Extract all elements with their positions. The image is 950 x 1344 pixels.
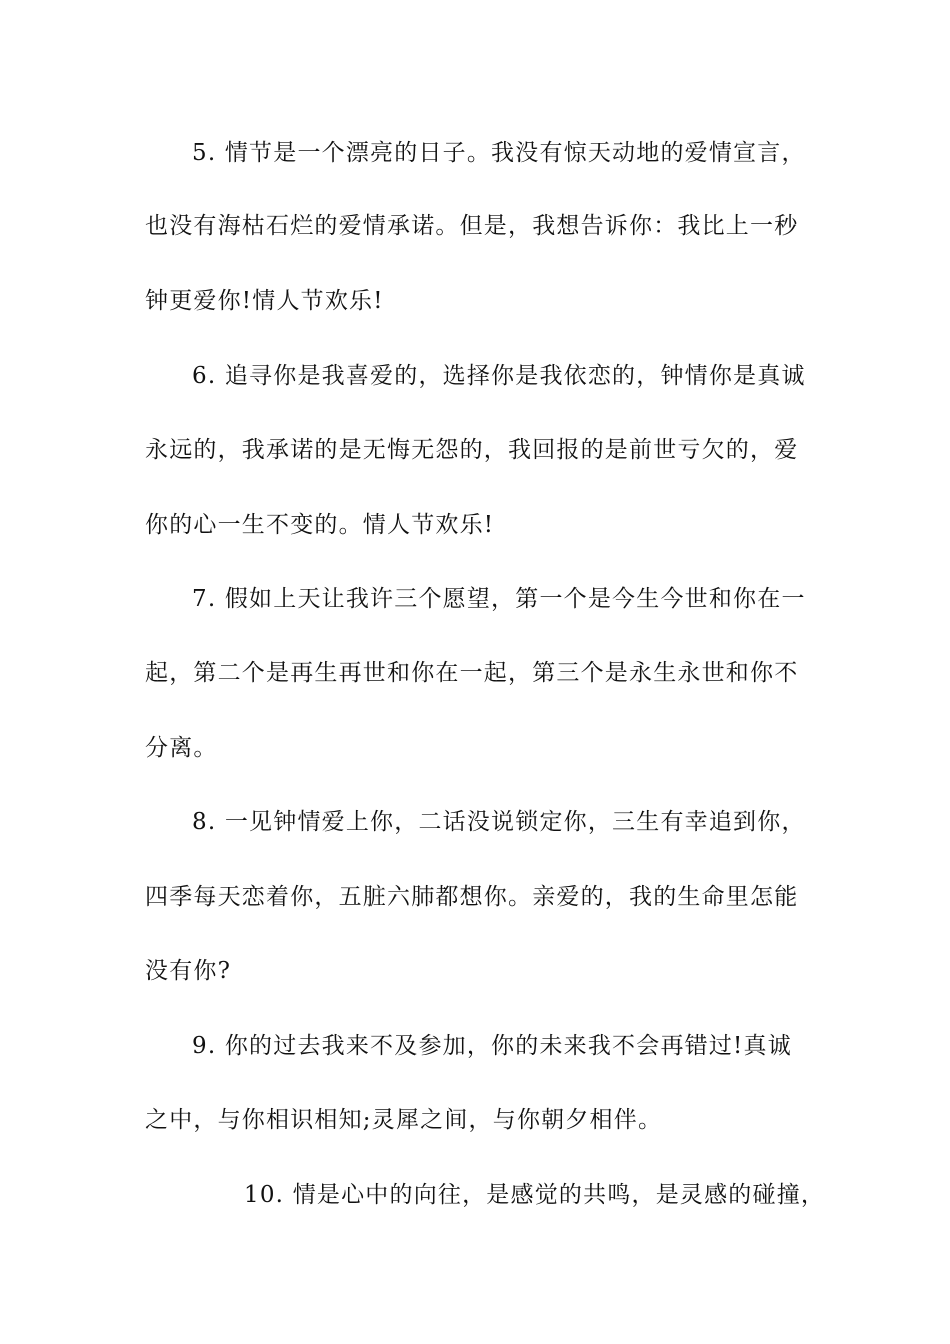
paragraph-5-line-3: 钟更爱你!情人节欢乐! — [145, 288, 384, 314]
paragraph-7-line-2: 起，第二个是再生再世和你在一起，第三个是永生永世和你不 — [145, 660, 799, 686]
paragraph-9-line-2: 之中，与你相识相知;灵犀之间，与你朝夕相伴。 — [145, 1107, 663, 1133]
paragraph-7-line-3: 分离。 — [145, 735, 218, 761]
paragraph-8-line-2: 四季每天恋着你，五脏六肺都想你。亲爱的，我的生命里怎能 — [145, 884, 799, 910]
paragraph-7-line-1: 7. 假如上天让我许三个愿望，第一个是今生今世和你在一 — [192, 586, 806, 612]
paragraph-8-line-1: 8. 一见钟情爱上你，二话没说锁定你，三生有幸追到你， — [192, 809, 806, 835]
paragraph-6-line-2: 永远的，我承诺的是无悔无怨的，我回报的是前世亏欠的，爱 — [145, 437, 799, 463]
paragraph-6-line-3: 你的心一生不变的。情人节欢乐! — [145, 512, 495, 538]
paragraph-6-line-1: 6. 追寻你是我喜爱的，选择你是我依恋的，钟情你是真诚 — [192, 363, 806, 389]
paragraph-8-line-3: 没有你? — [145, 958, 232, 984]
paragraph-5-line-2: 也没有海枯石烂的爱情承诺。但是，我想告诉你：我比上一秒 — [145, 213, 799, 239]
paragraph-5-line-1: 5. 情节是一个漂亮的日子。我没有惊天动地的爱情宣言， — [192, 140, 806, 166]
paragraph-9-line-1: 9. 你的过去我来不及参加，你的未来我不会再错过!真诚 — [192, 1033, 792, 1059]
paragraph-10-line-1: 10. 情是心中的向往，是感觉的共鸣，是灵感的碰撞， — [244, 1182, 826, 1208]
